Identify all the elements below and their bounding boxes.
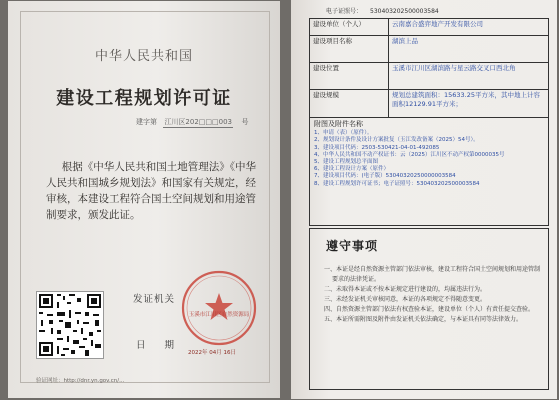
issuing-country: 中华人民共和国: [94, 49, 193, 64]
table-row: [310, 36, 549, 63]
e-cert-label: 电子证照号：: [326, 8, 363, 15]
row-value: 规划总建筑面积：15633.25平方米，其中地上计容面积12129.91平方米；: [389, 90, 549, 118]
notice-item: 二、未取得本证或不按本证规定进行建设的，均属违法行为。: [324, 286, 487, 293]
e-certificate-number: [326, 6, 439, 15]
date-label: 日 期: [136, 340, 175, 351]
annex-item: 5、建设工程规划总平面图: [314, 159, 379, 166]
annex-item: 2、规划设计条件及设计方案批复（玉江发改备案（2025）54号）。: [314, 137, 479, 144]
legal-basis-text: 根据《中华人民共和国土地管理法》《中华人民共和国城乡规划法》和国家有关规定，经审核，本建设工程符合国土空间规划和用途管制要求，颁发此证。: [46, 161, 256, 221]
official-seal-icon: [180, 269, 258, 347]
notice-item: 四、自然资源主管部门依法有权查验本证，建设单位（个人）有责任提交查验。: [324, 306, 535, 313]
notice-item: 五、本证所需附图及附件由发证机关依法确定，与本证具有同等法律效力。: [324, 316, 523, 323]
row-key: 建设位置: [310, 63, 389, 90]
annex-item: 8、建设工程规划许可证书；电子证照号：530403202500003584: [314, 180, 480, 187]
issuing-authority-label: 发证机关: [133, 294, 176, 305]
row-key: 建设单位（个人）: [310, 19, 389, 36]
qr-code-graphic: [37, 292, 103, 358]
table-row: [310, 63, 549, 90]
certificate-title: 建设工程规划许可证: [56, 88, 232, 109]
annex-item: 6、建设工程设计方案（原件）: [314, 166, 390, 173]
e-cert-value: 530403202500003584: [370, 8, 439, 15]
verification-url: 验证网址：http://dnr.yn.gov.cn/...: [36, 378, 125, 384]
notice-section: [309, 228, 549, 390]
certificate-number: [136, 117, 248, 128]
notice-item: 一、本证是经自然资源主管部门依法审核，建设工程符合国土空间规划和用途管制要求的法律凭证。: [324, 266, 541, 283]
cert-no-suffix: 号: [241, 118, 249, 126]
certificate-detail-page: [291, 0, 557, 399]
row-value: 玉溪市江川区湖滨路与星云路交叉口西北角: [389, 63, 549, 90]
table-row: [310, 19, 549, 36]
notice-title: 遵守事项: [326, 239, 379, 253]
certificate-cover-page: [8, 1, 280, 398]
annex-item: 7、建设项目代码：(电子版）53040320250000003584: [314, 173, 456, 180]
annex-title: 附图及附件名称: [314, 120, 363, 128]
project-info-table: [309, 18, 549, 226]
annex-row: [310, 118, 549, 226]
cert-no-prefix: 建字第: [136, 118, 157, 126]
seal-authority-name: 玉溪市江川区自然资源局: [188, 312, 250, 318]
issue-date: 2022年 04月 16日: [188, 350, 236, 356]
qr-code-icon: [36, 291, 104, 359]
notice-list: [324, 265, 542, 325]
annex-item: 4、中华人民共和国不动产权证书：云（2025）江川区不动产权第0000035号: [314, 151, 505, 158]
annex-item: 1、申请（表）（原件）。: [314, 130, 373, 137]
row-value: 湖滨上品: [389, 36, 549, 63]
table-row: [310, 90, 549, 118]
row-key: 建设项目名称: [310, 36, 389, 63]
row-value: 云南嘉合盛弈地产开发有限公司: [389, 19, 549, 36]
row-key: 建设规模: [310, 90, 389, 118]
cert-no-value: 江川区202□□□003: [164, 118, 233, 126]
notice-item: 三、未经发证机关审核同意，本证的各项规定不得随意变更。: [324, 296, 487, 303]
annex-cell: [310, 118, 549, 226]
annex-item: 3、建设项目代码：2503-530421-04-01-492085: [314, 144, 440, 151]
